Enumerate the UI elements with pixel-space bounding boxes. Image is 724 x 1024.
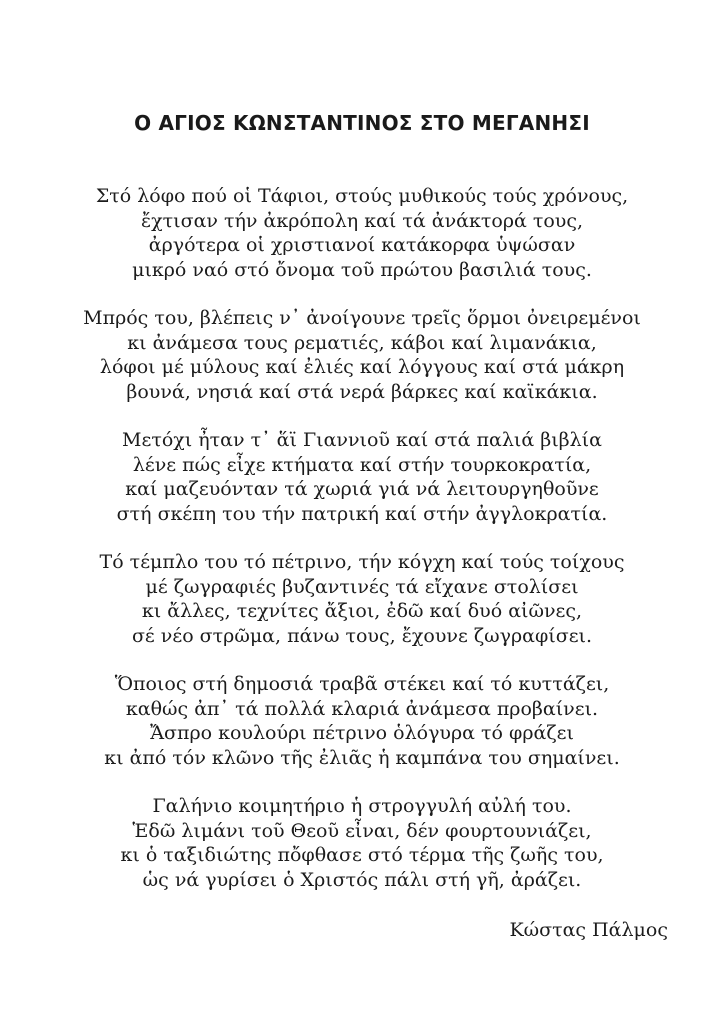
poem-line: κι ἄλλες, τεχνίτες ἄξιοι, ἐδῶ καί δυό αἰῶνες, [141,600,583,622]
poem-line: λόφοι μέ μύλους καί ἐλιές καί λόγγους καί στά μάκρη [99,356,625,378]
poem-line: Τό τέμπλο του τό πέτρινο, τήν κόγχη καί τούς τοίχους [99,551,625,573]
poem-title: Ο ΑΓΙΟΣ ΚΩΝΣΤΑΝΤΙΝΟΣ ΣΤΟ ΜΕΓΑΝΗΣΙ [134,111,590,135]
poem-line: μέ ζωγραφιές βυζαντινές τά εἴχανε στολίσει [145,575,579,598]
poem-line: καί μαζευόνταν τά χωριά γιά νά λειτουργηθοῦνε [125,478,599,500]
poem-line: στή σκέπη του τήν πατρική καί στήν ἀγγλοκρατία. [116,502,608,525]
poem-line: Ὅποιος στή δημοσιά τραβᾶ στέκει καί τό κυττάζει, [114,673,610,695]
poem-line: Ἑδῶ λιμάνι τοῦ Θεοῦ εἶναι, δέν φουρτουνιάζει, [132,819,592,842]
poem-line: κι ἀνάμεσα τους ρεματιές, κάβοι καί λιμανάκια, [127,331,597,354]
stanza-2 [0,306,724,404]
poem-line: ἔχτισαν τήν ἀκρόπολη καί τά ἀνάκτορά τους, [140,209,584,232]
poem-line: σέ νέο στρῶμα, πάνω τους, ἔχουνε ζωγραφίσει. [131,624,593,647]
poem-line: ὡς νά γυρίσει ὁ Χριστός πάλι στή γῆ, ἀράζει. [142,868,582,891]
poem-line: Μετόχι ἦταν τ᾽ ἅϊ Γιαννιοῦ καί στά παλιά βιβλία [122,429,602,451]
poem-line: βουνά, νησιά καί στά νερά βάρκες καί καϊκάκια. [126,380,598,403]
stanza-4 [0,550,724,648]
author-signature: Κώστας Πάλμος [509,919,668,941]
poem-line: καθώς ἀπ᾽ τά πολλά κλαριά ἀνάμεσα προβαίνει. [125,697,599,720]
poem-line: κι ἀπό τόν κλῶνο τῆς ἐλιᾶς ἡ καμπάνα του σημαίνει. [104,746,620,769]
stanza-6 [0,794,724,892]
poem-line: Μπρός του, βλέπεις ν᾽ ἀνοίγουνε τρεῖς ὅρμοι ὀνειρεμένοι [83,307,641,329]
stanza-1 [0,184,724,282]
poem-line: Ἄσπρο κουλούρι πέτρινο ὁλόγυρα τό φράζει [150,722,574,744]
poem-body [0,184,724,943]
poem-line: κι ὁ ταξιδιώτης πὄφθασε στό τέρμα τῆς ζωῆς του, [120,844,604,866]
stanza-3 [0,428,724,526]
poem-line: λένε πώς εἶχε κτήματα καί στήν τουρκοκρατία, [132,453,592,476]
poem-line: Γαλήνιο κοιμητήριο ἡ στρογγυλή αὐλή του. [152,795,572,817]
stanza-5 [0,672,724,770]
poem-line: Στό λόφο πού οἱ Τάφιοι, στούς μυθικούς τούς χρόνους, [95,185,629,207]
poem-line: ἀργότερα οἱ χριστιανοί κατάκορφα ὑψώσαν [148,234,576,256]
poem-line: μικρό ναό στό ὄνομα τοῦ πρώτου βασιλιά τους. [132,258,592,281]
